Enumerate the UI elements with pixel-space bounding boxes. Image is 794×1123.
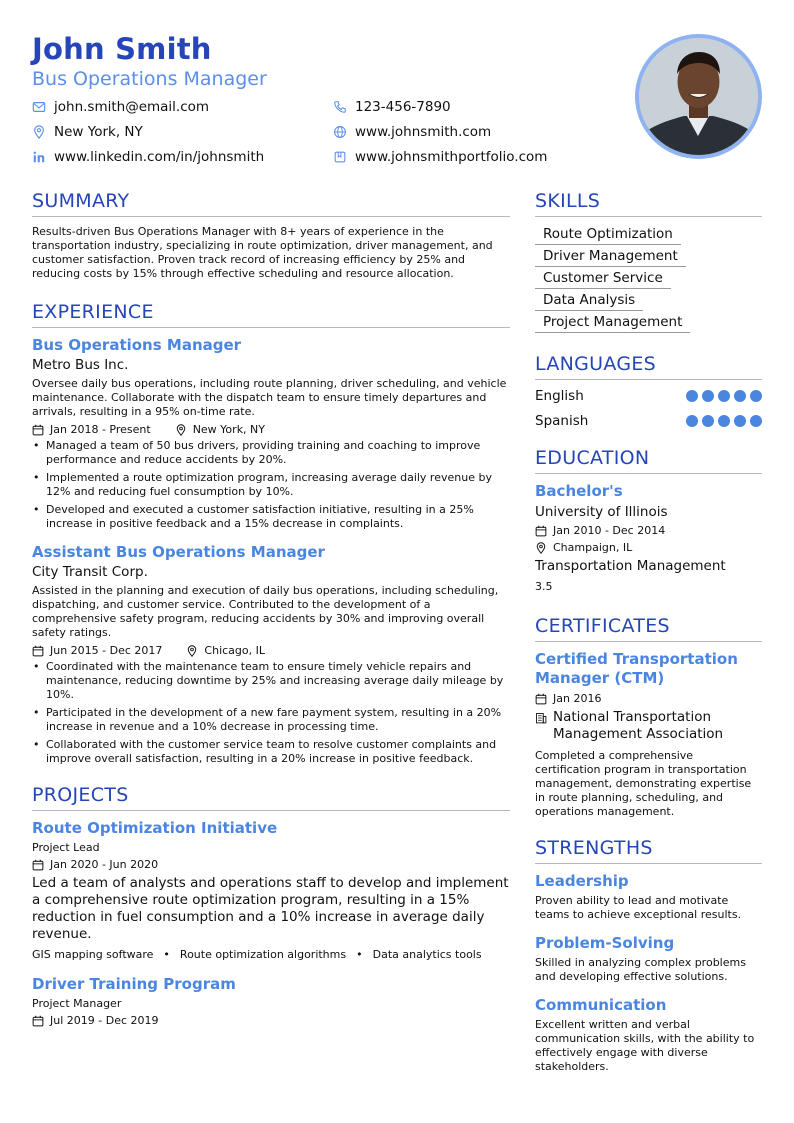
strengths-heading: STRENGTHS — [535, 837, 762, 864]
level-dot — [718, 390, 730, 402]
building-icon — [535, 712, 547, 724]
language-row — [535, 413, 762, 429]
strength-title: Leadership — [535, 872, 629, 890]
education-location-row — [535, 541, 762, 554]
contact-phone[interactable] — [333, 99, 451, 115]
education-field: Transportation Management — [535, 558, 726, 574]
job-bullets — [32, 439, 510, 531]
portrait-image — [639, 38, 758, 155]
skills-list — [535, 223, 762, 333]
location-text: New York, NY — [54, 124, 143, 140]
tag-separator: • — [163, 948, 170, 961]
right-column — [535, 190, 762, 1074]
job-company: City Transit Corp. — [32, 564, 148, 580]
projects-heading: PROJECTS — [32, 784, 510, 811]
project-tag: GIS mapping software — [32, 948, 154, 961]
level-dot — [702, 415, 714, 427]
job-entry — [32, 336, 510, 531]
project-meta — [32, 858, 510, 871]
level-dot — [734, 415, 746, 427]
project-entry — [32, 819, 510, 961]
skills-heading: SKILLS — [535, 190, 762, 217]
job-meta — [32, 644, 510, 657]
project-title: Route Optimization Initiative — [32, 819, 278, 837]
language-name: Spanish — [535, 413, 589, 429]
calendar-icon — [535, 693, 547, 705]
portfolio-text: www.johnsmithportfolio.com — [355, 149, 548, 165]
project-role: Project Lead — [32, 841, 100, 854]
certificate-date-row — [535, 692, 762, 705]
strength-entry — [535, 934, 762, 984]
email-text: john.smith@email.com — [54, 99, 210, 115]
language-row — [535, 388, 762, 404]
website-text: www.johnsmith.com — [355, 124, 492, 140]
list-item: • Managed a team of 50 bus drivers, providing training and coaching to improve performance and reduce accidents by 20%. — [32, 439, 510, 467]
education-degree: Bachelor's — [535, 482, 623, 500]
calendar-icon — [535, 525, 547, 537]
job-meta — [32, 423, 510, 436]
list-item: • Participated in the development of a new fare payment system, resulting in a 20% increase in revenue and a 10% decrease in processing time. — [32, 706, 510, 734]
job-title: Assistant Bus Operations Manager — [32, 543, 325, 561]
strength-description: Excellent written and verbal communication skills, with the ability to effectively engage with diverse stakeholders. — [535, 1018, 755, 1073]
job-bullets — [32, 660, 510, 766]
level-dot — [686, 415, 698, 427]
education-dates-row — [535, 524, 762, 537]
contact-website[interactable] — [333, 124, 491, 140]
contact-linkedin[interactable] — [32, 149, 264, 165]
linkedin-text: www.linkedin.com/in/johnsmith — [54, 149, 265, 165]
globe-icon — [333, 125, 347, 139]
education-school: University of Illinois — [535, 504, 668, 520]
contact-location — [32, 124, 143, 140]
strength-title: Problem-Solving — [535, 934, 675, 952]
level-dot — [702, 390, 714, 402]
strength-entry — [535, 996, 762, 1074]
list-item: • Implemented a route optimization program, increasing average daily revenue by 12% and reducing fuel consumption by 10%. — [32, 471, 510, 499]
language-level-dots — [686, 390, 762, 402]
candidate-role: Bus Operations Manager — [32, 68, 267, 90]
project-role: Project Manager — [32, 997, 122, 1010]
project-description: Led a team of analysts and operations staff to develop and implement a comprehensive route optimization program, resulting in a 15% reduction in fuel consumption and a 10% increase in average daily revenue. — [32, 875, 509, 942]
project-entry — [32, 975, 510, 1027]
education-gpa: 3.5 — [535, 580, 553, 593]
project-tag: Data analytics tools — [372, 948, 482, 961]
job-description: Oversee daily bus operations, including route planning, driver scheduling, and vehicle maintenance. Collaborate with the dispatch team to ensure timely departures and arrivals, resulting in a 95% on-time rate. — [32, 377, 507, 418]
summary-heading: SUMMARY — [32, 190, 510, 217]
calendar-icon — [32, 645, 44, 657]
level-dot — [750, 415, 762, 427]
candidate-name: John Smith — [32, 32, 212, 66]
level-dot — [686, 390, 698, 402]
bookmark-icon — [333, 150, 347, 164]
languages-heading: LANGUAGES — [535, 353, 762, 380]
level-dot — [718, 415, 730, 427]
job-company: Metro Bus Inc. — [32, 357, 129, 373]
language-level-dots — [686, 415, 762, 427]
job-location: Chicago, IL — [204, 644, 265, 657]
certificate-issuer-row — [535, 709, 762, 743]
strength-description: Proven ability to lead and motivate teams to achieve exceptional results. — [535, 894, 742, 921]
job-dates: Jan 2018 - Present — [50, 423, 151, 436]
strength-description: Skilled in analyzing complex problems and developing effective solutions. — [535, 956, 746, 983]
envelope-icon — [32, 100, 46, 114]
linkedin-icon — [32, 150, 46, 164]
list-item: • Developed and executed a customer satisfaction initiative, resulting in a 25% increase in positive feedback and a 15% decrease in complaints. — [32, 503, 510, 531]
location-pin-icon — [32, 125, 46, 139]
project-meta — [32, 1014, 510, 1027]
calendar-icon — [32, 859, 44, 871]
project-tag: Route optimization algorithms — [179, 948, 347, 961]
certificate-date: Jan 2016 — [553, 692, 602, 705]
job-location: New York, NY — [192, 423, 265, 436]
level-dot — [750, 390, 762, 402]
tag-separator: • — [356, 948, 363, 961]
profile-photo — [635, 34, 762, 159]
summary-text: Results-driven Bus Operations Manager with 8+ years of experience in the transportation industry, specializing in route optimization, driver management, and customer satisfaction. Proven track record of increasing efficiency by 25% and reducing costs by 15% through effective scheduling and resource allocation. — [32, 225, 493, 280]
certificate-name: Certified Transportation Manager (CTM) — [535, 650, 738, 687]
certificate-description: Completed a comprehensive certification program in transportation management, demonstrating expertise in route planning, scheduling, and operations management. — [535, 749, 752, 818]
left-column — [32, 190, 510, 1030]
certificate-issuer: National Transportation Management Association — [553, 709, 724, 742]
education-heading: EDUCATION — [535, 447, 762, 474]
project-tags — [32, 948, 510, 961]
skill-tag: Driver Management — [535, 245, 686, 267]
phone-text: 123-456-7890 — [355, 99, 451, 115]
job-dates: Jun 2015 - Dec 2017 — [50, 644, 163, 657]
job-description: Assisted in the planning and execution of daily bus operations, including scheduling, dispatching, and customer service. Contributed to the development of a comprehensive safety program, reducing accidents by 30% and improving overall safety ratings. — [32, 584, 499, 639]
calendar-icon — [32, 1015, 44, 1027]
skill-tag: Project Management — [535, 311, 690, 333]
certificates-heading: CERTIFICATES — [535, 615, 762, 642]
strength-entry — [535, 872, 762, 922]
project-dates: Jan 2020 - Jun 2020 — [50, 858, 159, 871]
list-item: • Coordinated with the maintenance team to ensure timely vehicle repairs and maintenance, reducing downtime by 25% and increasing average daily mileage by 10%. — [32, 660, 510, 702]
level-dot — [734, 390, 746, 402]
project-dates: Jul 2019 - Dec 2019 — [50, 1014, 159, 1027]
contact-email[interactable] — [32, 99, 209, 115]
education-dates: Jan 2010 - Dec 2014 — [553, 524, 666, 537]
phone-icon — [333, 100, 347, 114]
job-title: Bus Operations Manager — [32, 336, 242, 354]
job-entry — [32, 543, 510, 766]
experience-heading: EXPERIENCE — [32, 301, 510, 328]
skill-tag: Route Optimization — [535, 223, 681, 245]
language-name: English — [535, 388, 584, 404]
strength-title: Communication — [535, 996, 667, 1014]
calendar-icon — [32, 424, 44, 436]
list-item: • Collaborated with the customer service team to resolve customer complaints and improve overall satisfaction, resulting in a 20% increase in positive feedback. — [32, 738, 510, 766]
education-location: Champaign, IL — [553, 541, 633, 554]
location-pin-icon — [175, 424, 187, 436]
contact-portfolio[interactable] — [333, 149, 547, 165]
skill-tag: Customer Service — [535, 267, 671, 289]
location-pin-icon — [535, 542, 547, 554]
skill-tag: Data Analysis — [535, 289, 643, 311]
location-pin-icon — [186, 645, 198, 657]
project-title: Driver Training Program — [32, 975, 236, 993]
